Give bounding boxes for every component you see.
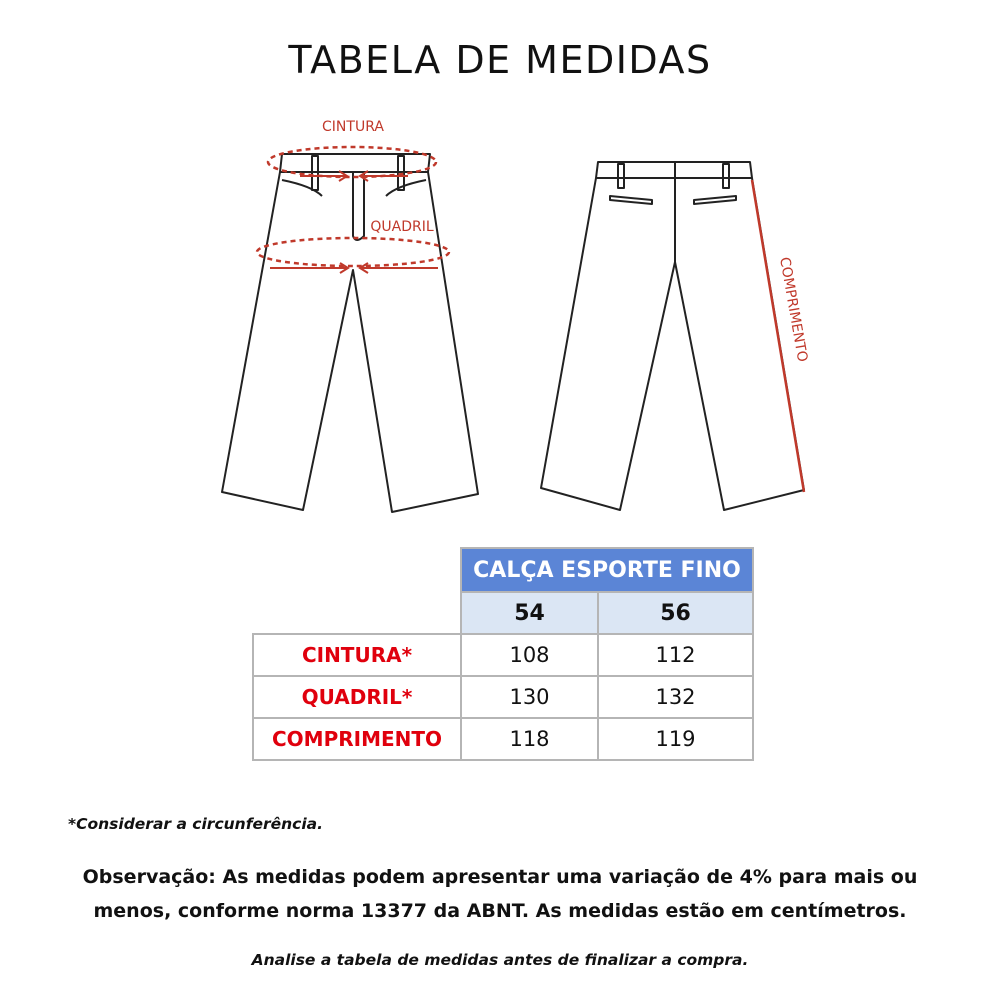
size-table bbox=[252, 547, 754, 761]
size-56: 56 bbox=[598, 592, 753, 634]
cell-value: 108 bbox=[461, 634, 598, 676]
table-row bbox=[253, 676, 753, 718]
circumference-note: *Considerar a circunferência. bbox=[68, 815, 324, 833]
observation-text bbox=[40, 860, 960, 928]
length-label: COMPRIMENTO bbox=[776, 255, 811, 364]
observation-line-1: Observação: As medidas podem apresentar uma variação de 4% para mais ou bbox=[82, 866, 918, 888]
pants-front-drawing bbox=[222, 154, 478, 512]
table-row bbox=[253, 634, 753, 676]
hip-measure-marker bbox=[257, 238, 449, 273]
advice-text: Analise a tabela de medidas antes de finalizar a compra. bbox=[251, 951, 749, 969]
row-label-comprimento: COMPRIMENTO bbox=[253, 718, 461, 760]
cell-value: 130 bbox=[461, 676, 598, 718]
row-label-cintura: CINTURA* bbox=[253, 634, 461, 676]
cell-value: 112 bbox=[598, 634, 753, 676]
page-title: TABELA DE MEDIDAS bbox=[288, 38, 712, 82]
waist-label: CINTURA bbox=[322, 119, 384, 135]
cell-value: 119 bbox=[598, 718, 753, 760]
observation-line-2: menos, conforme norma 13377 da ABNT. As medidas estão em centímetros. bbox=[93, 900, 907, 922]
table-row bbox=[253, 718, 753, 760]
cell-value: 132 bbox=[598, 676, 753, 718]
pants-back-drawing bbox=[541, 162, 804, 510]
cell-value: 118 bbox=[461, 718, 598, 760]
size-54: 54 bbox=[461, 592, 598, 634]
hip-label: QUADRIL bbox=[370, 219, 434, 235]
table-header: CALÇA ESPORTE FINO bbox=[461, 548, 753, 592]
row-label-quadril: QUADRIL* bbox=[253, 676, 461, 718]
